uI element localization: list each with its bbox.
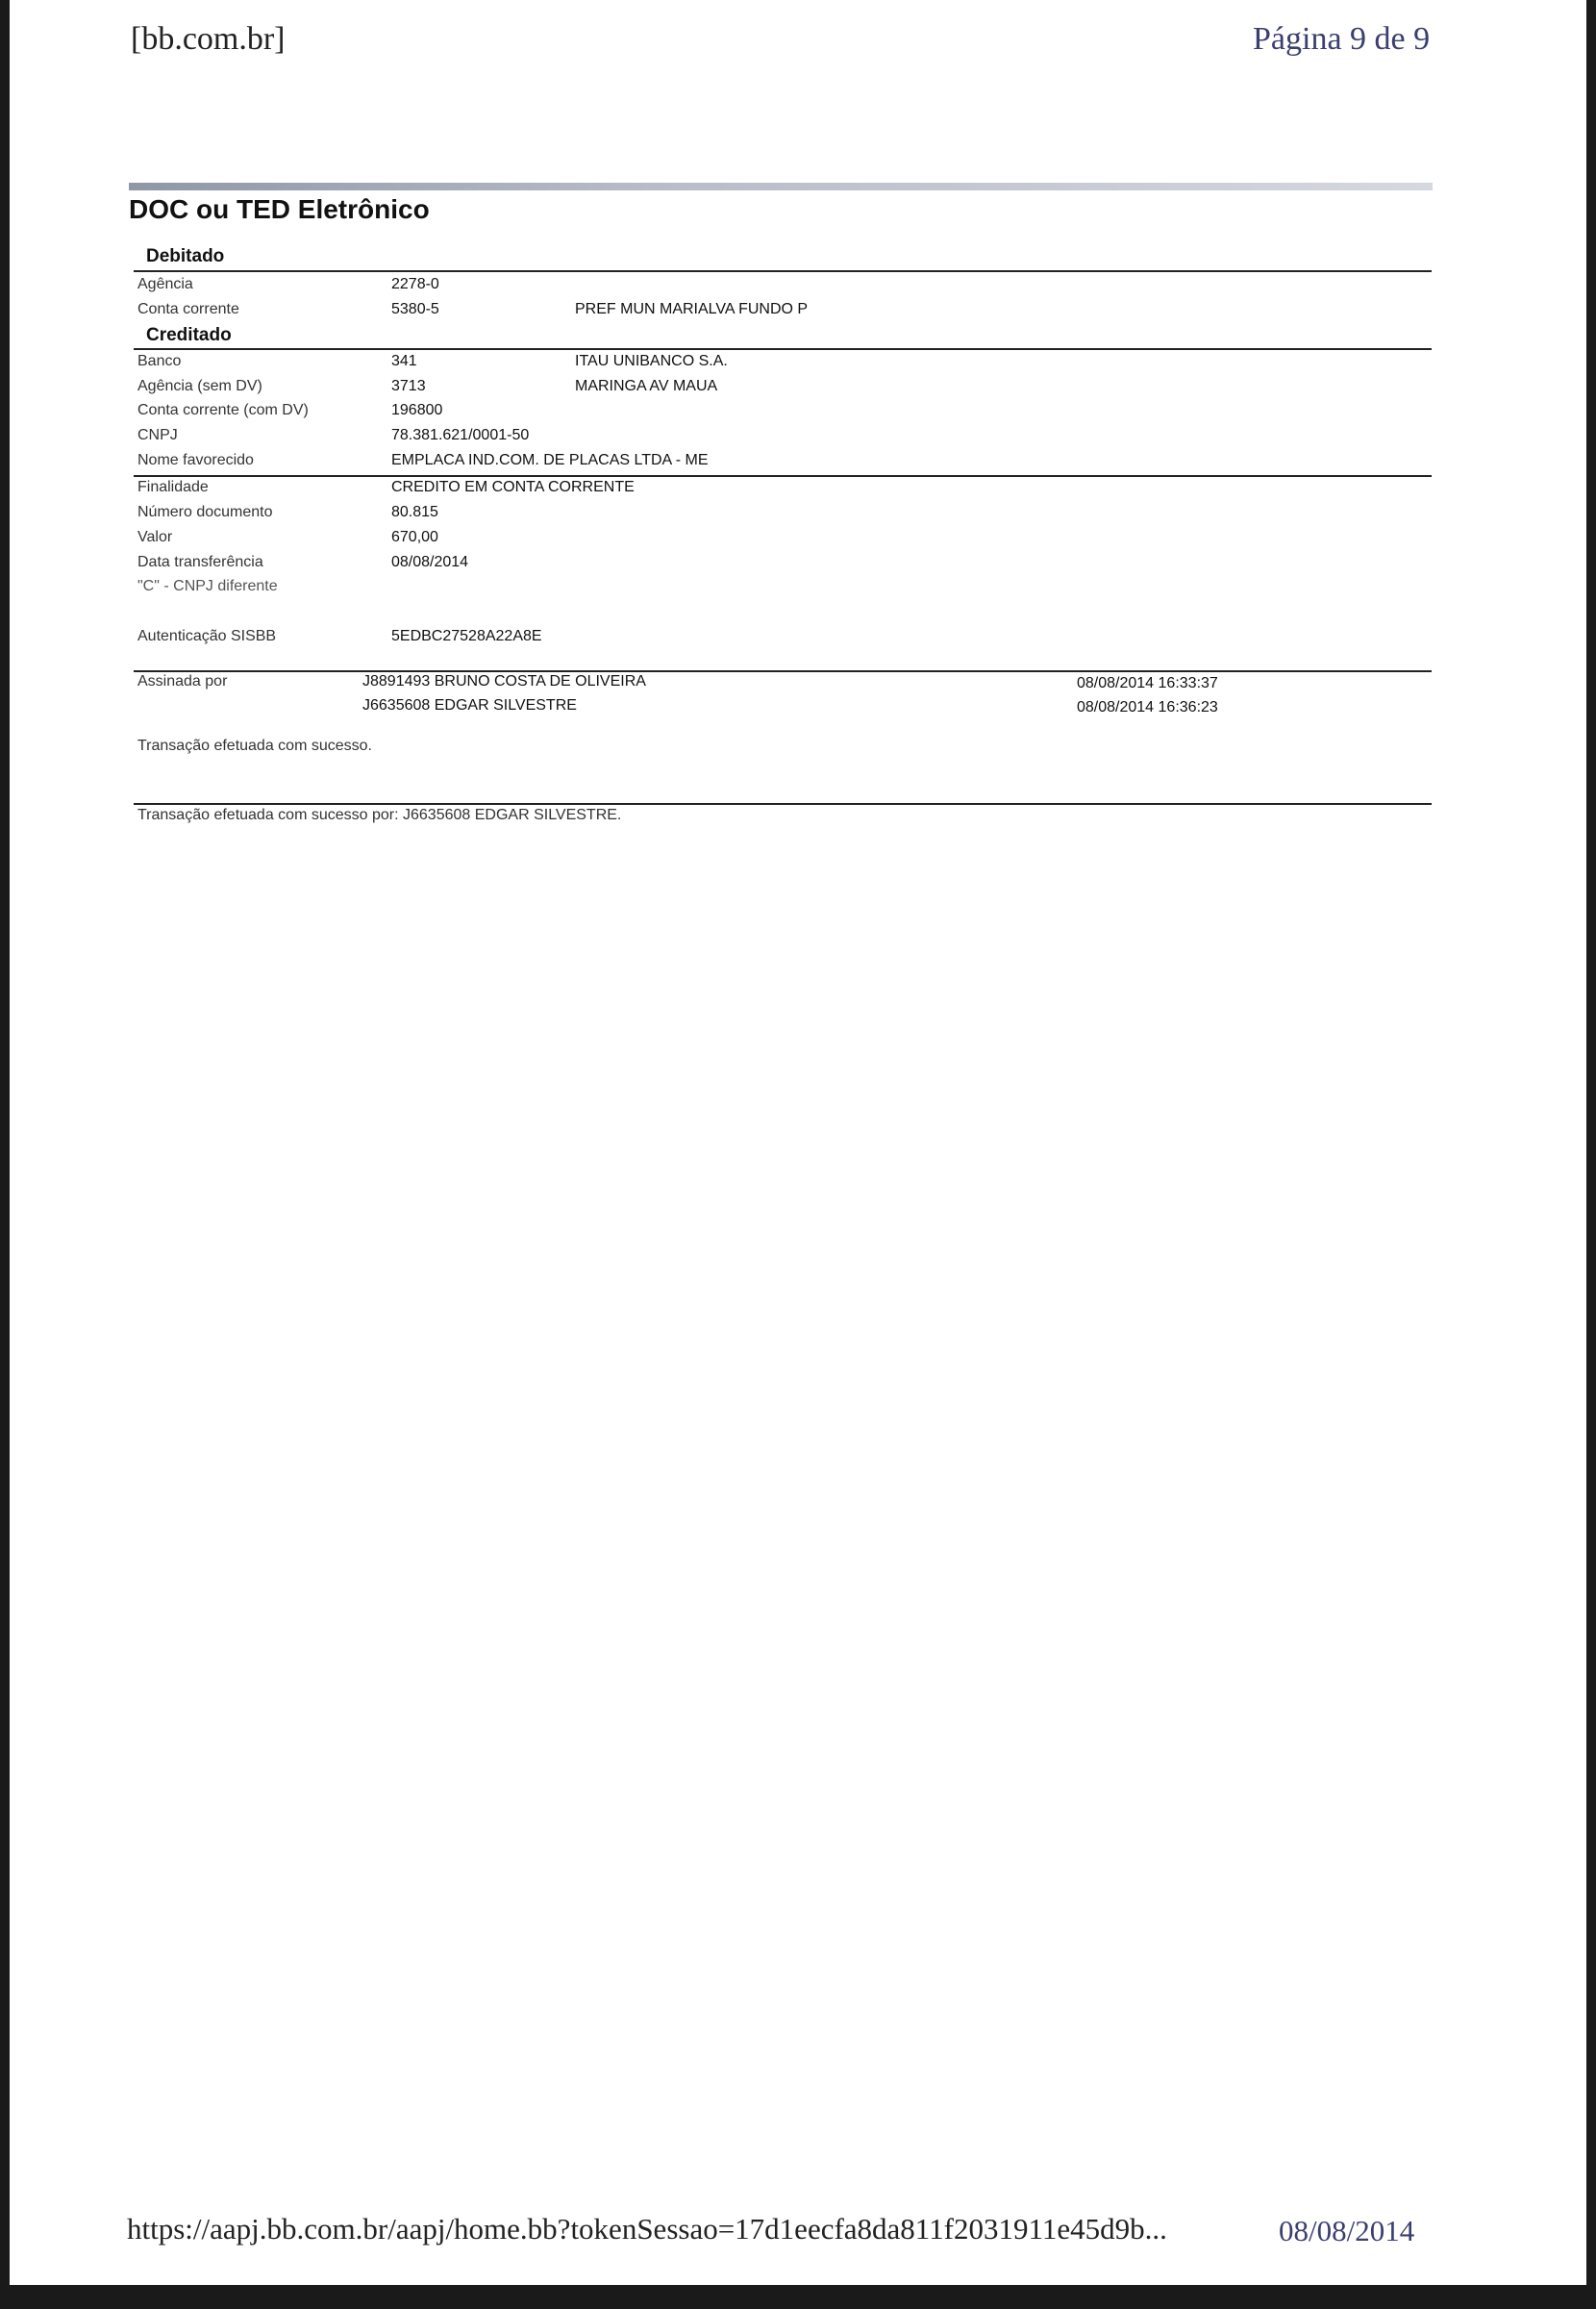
field-value: 80.815: [391, 504, 438, 520]
field-label: Autenticação SISBB: [137, 628, 277, 644]
field-extra: MARINGA AV MAUA: [575, 378, 718, 394]
section-creditado-heading: Creditado: [146, 325, 232, 345]
signer-name: J8891493 BRUNO COSTA DE OLIVEIRA: [362, 673, 646, 690]
field-value: 341: [391, 353, 417, 369]
field-label: Conta corrente: [137, 301, 239, 317]
field-label: Valor: [137, 529, 173, 545]
section-divider: [134, 475, 1432, 477]
field-value: CREDITO EM CONTA CORRENTE: [391, 479, 635, 495]
title-divider: [129, 183, 1433, 190]
field-value: 08/08/2014: [391, 554, 469, 570]
browser-footer-url: https://aapj.bb.com.br/aapj/home.bb?tokenSessao=17d1eecfa8da811f2031911e45d9b...: [127, 2212, 1167, 2246]
signature-timestamp: 08/08/2014 16:36:23: [1077, 699, 1218, 715]
signatures-label: Assinada por: [137, 673, 228, 690]
field-label: Banco: [137, 353, 182, 369]
section-divider: [134, 803, 1432, 805]
field-value: EMPLACA IND.COM. DE PLACAS LTDA - ME: [391, 452, 709, 468]
browser-header-site: [bb.com.br]: [131, 21, 286, 57]
section-divider: [134, 270, 1432, 272]
field-value: 670,00: [391, 529, 438, 545]
field-value: 2278-0: [391, 276, 439, 292]
field-label: Finalidade: [137, 479, 209, 495]
printed-page: [10, 0, 1586, 2285]
authentication-code: 5EDBC27528A22A8E: [391, 628, 542, 644]
field-label: Data transferência: [137, 554, 263, 570]
signature-timestamp: 08/08/2014 16:33:37: [1077, 675, 1218, 691]
section-debitado-heading: Debitado: [146, 246, 225, 266]
page-title: DOC ou TED Eletrônico: [129, 194, 430, 224]
browser-footer-date: 08/08/2014: [1279, 2214, 1415, 2247]
field-extra: ITAU UNIBANCO S.A.: [575, 353, 728, 369]
field-value: 196800: [391, 402, 443, 418]
field-label: CNPJ: [137, 427, 178, 443]
status-message: Transação efetuada com sucesso.: [137, 738, 372, 754]
section-divider: [134, 670, 1432, 672]
field-label: Nome favorecido: [137, 452, 254, 468]
field-label: Agência: [137, 276, 193, 292]
browser-header-page-number: Página 9 de 9: [1253, 21, 1431, 57]
field-label: Conta corrente (com DV): [137, 402, 309, 418]
section-divider: [134, 348, 1432, 350]
field-value: 78.381.621/0001-50: [391, 427, 530, 443]
field-label: Agência (sem DV): [137, 378, 262, 394]
final-status-message: Transação efetuada com sucesso por: J6635608 EDGAR SILVESTRE.: [137, 807, 622, 823]
field-value: 5380-5: [391, 301, 439, 317]
field-extra: PREF MUN MARIALVA FUNDO P: [575, 301, 809, 317]
cnpj-note: "C" - CNPJ diferente: [137, 578, 278, 594]
field-label: Número documento: [137, 504, 273, 520]
field-value: 3713: [391, 378, 426, 394]
signer-name: J6635608 EDGAR SILVESTRE: [362, 697, 577, 714]
